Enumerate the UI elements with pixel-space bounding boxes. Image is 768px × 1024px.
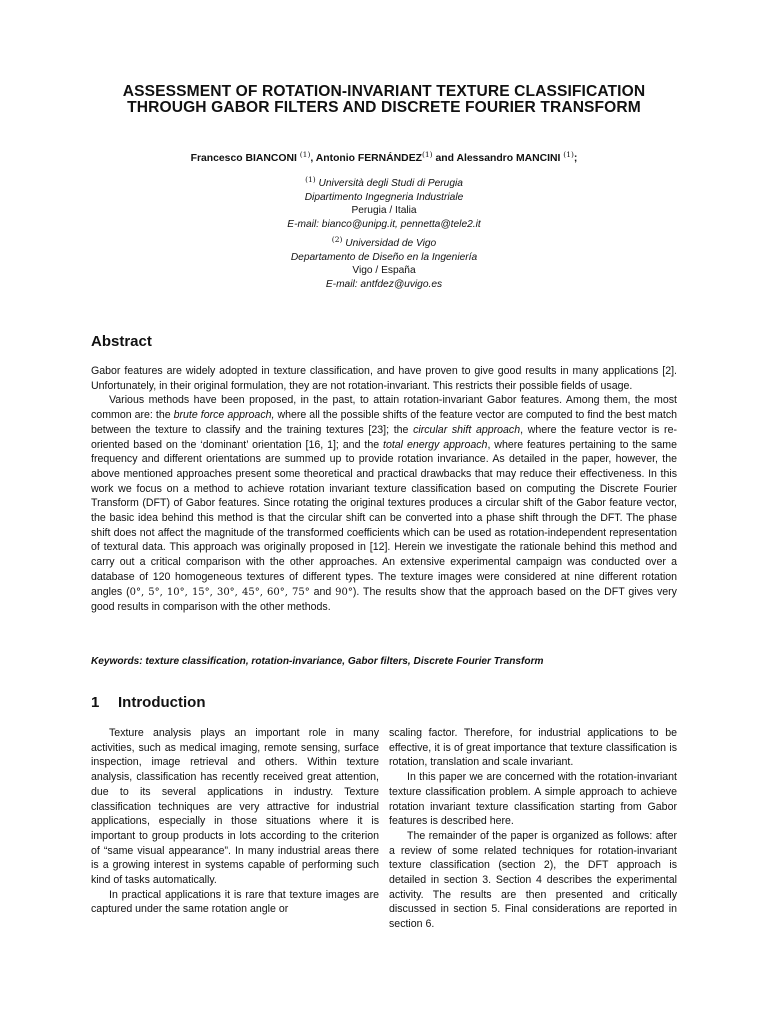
author-1: Francesco BIANCONI <box>190 153 297 164</box>
paper-title <box>60 84 708 116</box>
affiliation-2-email: E-mail: antfdez@uvigo.es <box>325 278 443 290</box>
affiliation-2-city: Vigo / España <box>352 265 416 277</box>
author-3-affiliation-mark: (1) <box>563 150 574 159</box>
author-2-affiliation-mark: (1) <box>421 150 433 159</box>
section-heading-introduction <box>91 694 205 711</box>
title-line-1: ASSESSMENT OF ROTATION-INVARIANT TEXTURE CLASSIFICATION <box>122 83 646 100</box>
author-separator: and <box>432 153 457 164</box>
keywords: Keywords: texture classification, rotation-invariance, Gabor filters, Discrete Fourier Transform <box>91 656 544 667</box>
affiliation-1-email: E-mail: bianco@unipg.it, pennetta@tele2.it <box>287 218 481 230</box>
affiliation-2-mark: (2) <box>331 235 343 244</box>
abstract-paragraph-2: Various methods have been proposed, in the past, to attain rotation-invariant Gabor features. Among them, the most common are: the brute force approach, where all the possible shifts of the feature vector are computed to find the best match between the texture to classify and the training textures [23]; the circular shift approach, where the feature vector is re-oriented based on the ‘dominant’ orientation [16, 1]; and the total energy approach, where features pertaining to the same frequency and different orientations are summed up to provide rotation invariance. As detailed in the paper, however, the above mentioned approaches present some theoretical and practical drawbacks that may reduce their effectiveness. In this work we focus on a method to achieve rotation invariant texture classification based on computing the Discrete Fourier Transform (DFT) of Gabor features. Since rotating the original textures produces a circular shift of the Gabor feature vector, the basic idea behind this method is that the circular shift can be converted into a phase shift through the DFT. The phase shift does not affect the magnitude of the transformed coefficients which can be used as rotation-independent representation of textural data. This approach was originally proposed in [12]. Herein we investigate the rationale behind this method and carry out a critical comparison with the other approaches. An extensive experimental campaign was conducted over a database of 120 homogeneous textures of different types. The texture images were considered at nine different rotation angles (0°, 5°, 10°, 15°, 30°, 45°, 60°, 75° and 90°). The results show that the approach based on the DFT gives very good results in comparison with the other methods. <box>91 394 678 614</box>
author-separator: , <box>310 153 316 164</box>
rotation-angles: 0°, 5°, 10°, 15°, 30°, 45°, 60°, 75° <box>129 586 310 598</box>
section-number: 1 <box>91 694 100 711</box>
intro-paragraph-1: Texture analysis plays an important role in many activities, such as medical imaging, remote sensing, surface inspection, image retrieval and others. Within texture analysis, classification has recently received great attention, due to its several applications in industry. Texture classification techniques are very attractive for industrial applications, especially in those situations where it is important to group products in lots according to the criterion of “same visual appearance”. In many industrial areas there is a growing interest in systems capable of performing such kind of tasks automatically. <box>91 727 379 887</box>
column-left <box>91 726 379 917</box>
title-line-2: THROUGH GABOR FILTERS AND DISCRETE FOURIER TRANSFORM <box>127 99 641 116</box>
abstract-paragraph-1: Gabor features are widely adopted in texture classification, and have proven to give good results in many applications [2]. Unfortunately, in their original formulation, they are not rotation-invariant. This restricts their possible fields of usage. <box>91 365 677 392</box>
abstract-body <box>91 364 677 615</box>
affiliation-1-department: Dipartimento Ingegneria Industriale <box>304 191 464 203</box>
section-title: Introduction <box>118 694 206 711</box>
affiliation-2 <box>184 233 584 291</box>
intro-paragraph-3: In this paper we are concerned with the rotation-invariant texture classification problem. A simple approach to achieve rotation invariant texture classification starting from Gabor features is described here. <box>389 771 677 828</box>
affiliation-1 <box>184 173 584 231</box>
affiliation-2-name: $^{(2)}$ Universidad de Vigo <box>331 235 437 249</box>
intro-paragraph-2-continued: scaling factor. Therefore, for industrial applications to be effective, it is of great importance that texture classification is rotation, translation and scale invariant. <box>389 727 677 769</box>
affiliation-1-name: $^{(1)}$ Università degli Studi di Perugia <box>305 175 463 189</box>
affiliation-2-department: Departamento de Diseño en la Ingeniería <box>290 251 478 263</box>
author-list-end: ; <box>573 153 578 164</box>
intro-paragraph-2: In practical applications it is rare that texture images are captured under the same rotation angle or <box>91 888 379 916</box>
author-2: Antonio FERNÁNDEZ <box>315 153 422 164</box>
affiliation-1-city: Perugia / Italia <box>351 205 417 217</box>
author-list <box>60 150 708 164</box>
affiliation-1-mark: (1) <box>305 175 316 184</box>
column-right <box>389 726 677 932</box>
author-1-affiliation-mark: (1) <box>299 150 311 159</box>
author-3: Alessandro MANCINI <box>456 153 561 164</box>
intro-paragraph-4: The remainder of the paper is organized as follows: after a review of some related techniques for rotation-invariant texture classification (section 2), the DFT approach is detailed in section 3. Section 4 describes the experimental activity. The results are then presented and critically discussed in section 5. Final considerations are reported in section 6. <box>389 829 677 931</box>
abstract-heading: Abstract <box>91 333 152 350</box>
